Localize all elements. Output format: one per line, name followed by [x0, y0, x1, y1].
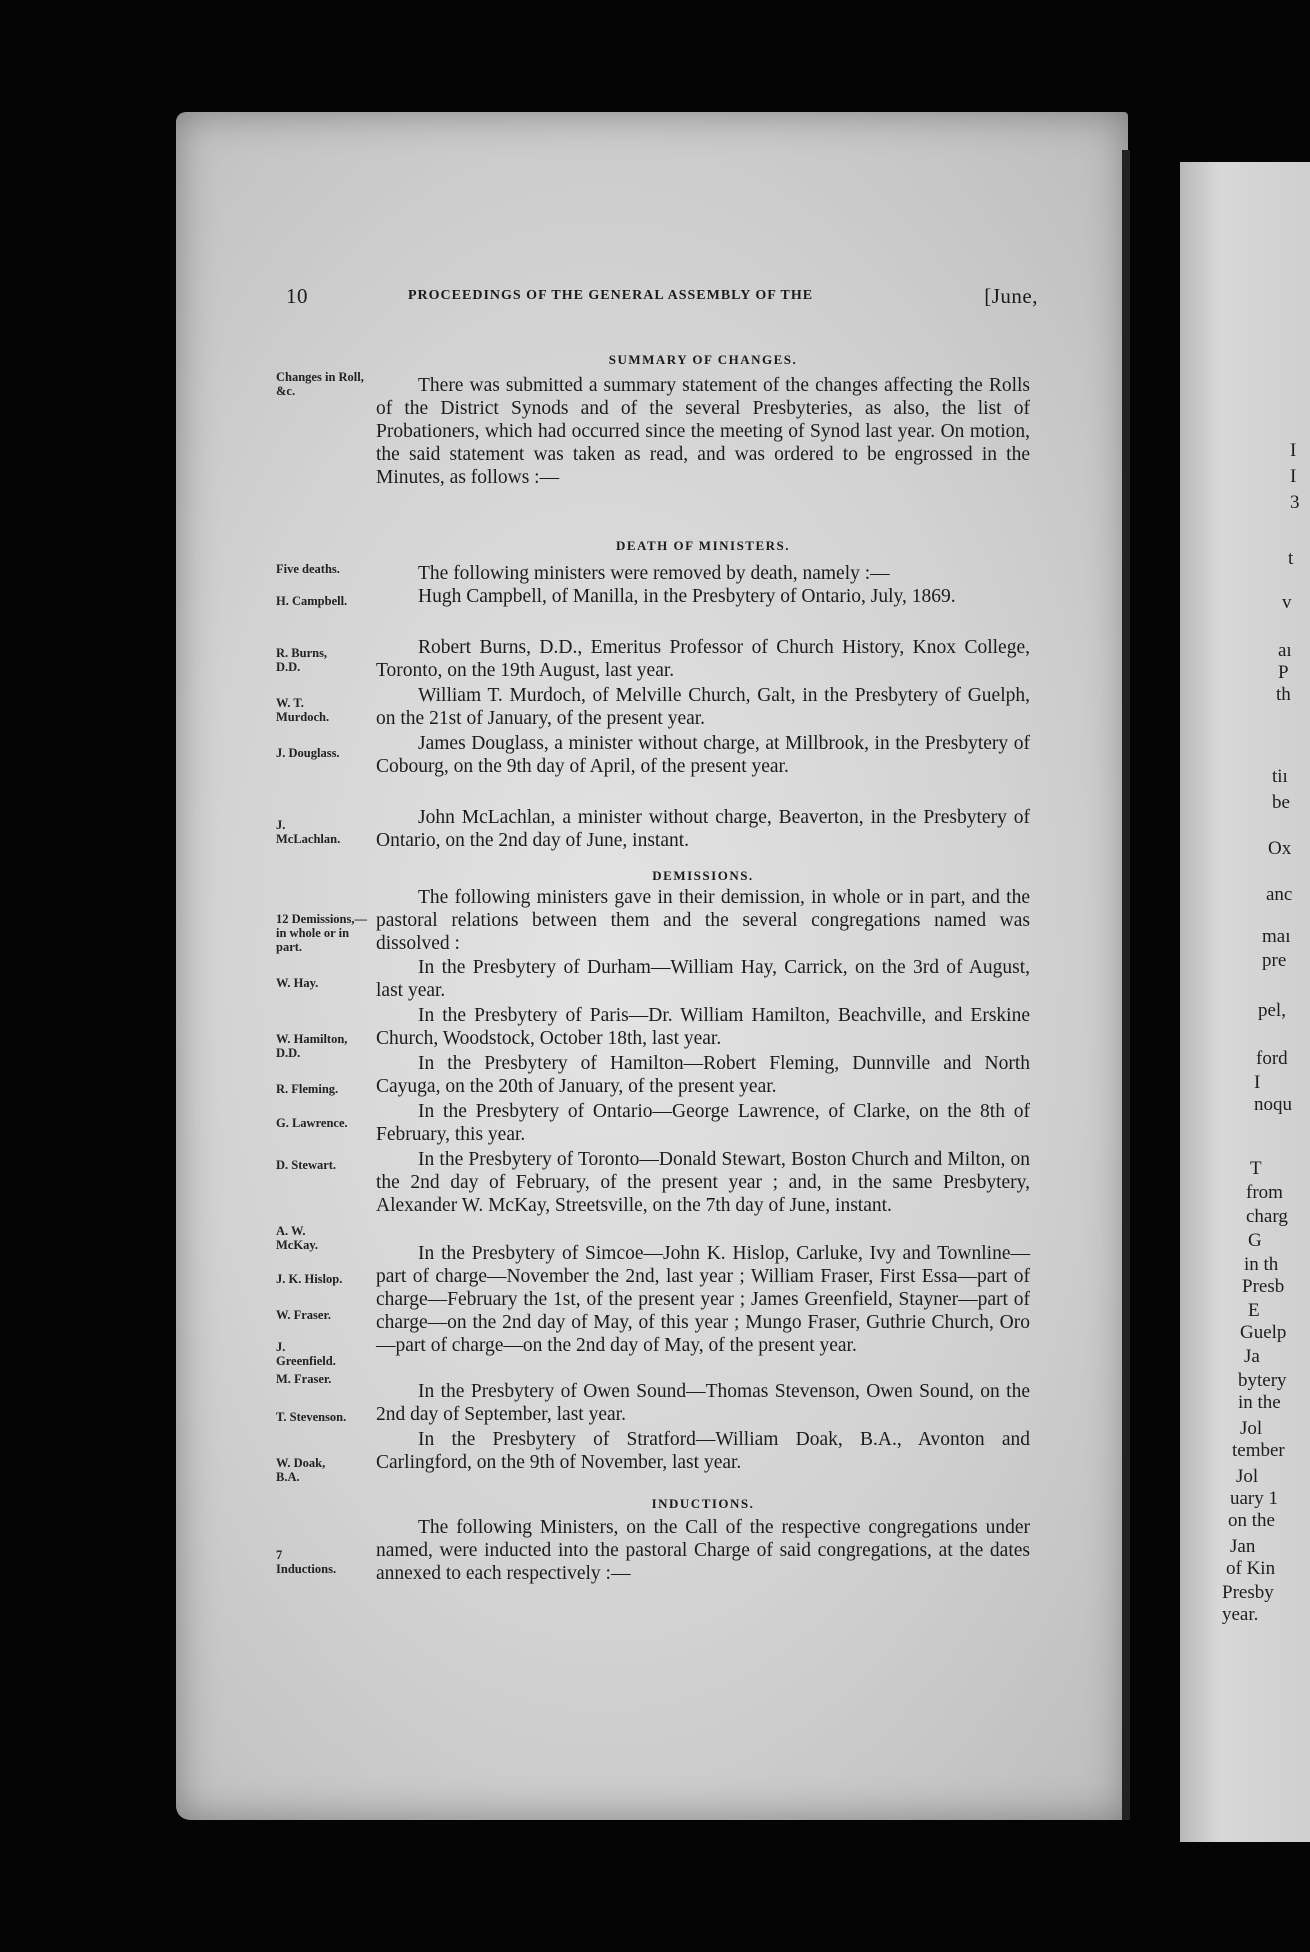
facing-fragment: Ox: [1268, 838, 1292, 859]
running-header: [286, 282, 1038, 312]
margin-note: R. Burns, D.D.: [276, 646, 328, 674]
facing-fragment: Presby: [1222, 1582, 1274, 1603]
facing-fragment: I: [1290, 440, 1297, 461]
paragraph-murdoch: William T. Murdoch, of Melville Church, Galt, in the Presbytery of Guelph, on the 21st of January, of the present year.: [376, 685, 1030, 729]
paragraph-douglass: James Douglass, a minister without charge, at Millbrook, in the Presbytery of Cobourg, on the 9th day of April, of the present year.: [376, 733, 1030, 777]
paragraph-durham: In the Presbytery of Durham—William Hay, Carrick, on the 3rd of August, last year.: [376, 957, 1030, 1001]
page-gutter: [1122, 150, 1130, 1820]
facing-fragment: anc: [1266, 884, 1293, 905]
paragraph-demissions-intro: The following ministers gave in their demission, in whole or in part, and the pastoral relations between them and the several congregations named was dissolved :: [376, 887, 1030, 954]
paragraph-mclachlan: John McLachlan, a minister without charge, Beaverton, in the Presbytery of Ontario, on the 2nd day of June, instant.: [376, 807, 1030, 851]
facing-fragment: 3: [1290, 492, 1300, 513]
facing-fragment: be: [1272, 792, 1290, 813]
margin-note: 7 Inductions.: [276, 1548, 337, 1576]
margin-note: A. W. McKay.: [276, 1224, 319, 1252]
facing-fragment: v: [1282, 592, 1292, 613]
section-heading-demissions: DEMISSIONS.: [652, 868, 754, 883]
facing-fragment: Guelp: [1240, 1322, 1287, 1343]
facing-fragment: uary 1: [1230, 1488, 1279, 1509]
facing-fragment: P: [1278, 662, 1289, 683]
page-number: 10: [286, 284, 308, 308]
facing-fragment: ford: [1256, 1048, 1288, 1069]
margin-note: J. K. Hislop.: [276, 1272, 343, 1286]
paragraph-stratford: In the Presbytery of Stratford—William Doak, B.A., Avonton and Carlingford, on the 9th of November, last year.: [376, 1429, 1030, 1473]
facing-fragment: noqu: [1254, 1094, 1292, 1115]
paragraph-deaths-intro: The following ministers were removed by death, namely :—: [418, 563, 890, 584]
paragraph-summary: There was submitted a summary statement of the changes affecting the Rolls of the District Synods and of the several Presbyteries, as also, the list of Probationers, which had occurred since the meeting of Synod last year. On motion, the said statement was taken as read, and was ordered to be engrossed in the Minutes, as follows :—: [376, 375, 1030, 488]
margin-note: J. Greenfield.: [276, 1340, 336, 1368]
facing-fragment: tiı: [1272, 766, 1288, 787]
header-month: [June,: [984, 284, 1038, 308]
facing-fragment: charg: [1246, 1206, 1288, 1227]
facing-fragment: from: [1246, 1182, 1283, 1203]
facing-fragment: t: [1288, 548, 1294, 569]
margin-note: G. Lawrence.: [276, 1116, 348, 1130]
facing-fragment: maı: [1262, 926, 1291, 947]
margin-note: Five deaths.: [276, 562, 340, 576]
facing-fragment: Presb: [1242, 1276, 1285, 1297]
margin-note: W. Hamilton, D.D.: [276, 1032, 348, 1060]
margin-note: T. Stevenson.: [276, 1410, 347, 1424]
facing-fragment: bytery: [1238, 1370, 1287, 1391]
paragraph-inductions-intro: The following Ministers, on the Call of the respective congregations under named, were inducted into the pastoral Charge of said congregations, at the dates annexed to each respectively :—: [376, 1517, 1030, 1584]
facing-fragment: in the: [1238, 1392, 1281, 1413]
paragraph-hamilton: In the Presbytery of Hamilton—Robert Fleming, Dunnville and North Cayuga, on the 20th of January, of the present year.: [376, 1053, 1030, 1097]
facing-fragment: Ja: [1244, 1346, 1260, 1367]
facing-fragment: year.: [1222, 1604, 1259, 1625]
paragraph-ontario: In the Presbytery of Ontario—George Lawrence, of Clarke, on the 8th of February, this year.: [376, 1101, 1030, 1145]
facing-fragment: G: [1248, 1230, 1262, 1251]
margin-note: M. Fraser.: [276, 1372, 332, 1386]
section-heading-summary: SUMMARY OF CHANGES.: [608, 352, 798, 367]
facing-fragment: Jan: [1230, 1536, 1256, 1557]
margin-note: W. Hay.: [276, 976, 319, 990]
paragraph-toronto: In the Presbytery of Toronto—Donald Stewart, Boston Church and Milton, on the 2nd day of February, of the present year ; and, in the same Presbytery, Alexander W. McKay, Streetsville, on the 7th day of June, instant.: [376, 1149, 1030, 1216]
running-title: PROCEEDINGS OF THE GENERAL ASSEMBLY OF THE: [408, 288, 814, 303]
facing-fragment: tember: [1232, 1440, 1285, 1461]
section-heading-inductions: INDUCTIONS.: [651, 1496, 755, 1511]
facing-fragment: I: [1254, 1072, 1261, 1093]
paragraph-campbell: Hugh Campbell, of Manilla, in the Presbytery of Ontario, July, 1869.: [418, 586, 956, 607]
facing-fragment: aı: [1278, 640, 1292, 661]
paragraph-paris: In the Presbytery of Paris—Dr. William Hamilton, Beachville, and Erskine Church, Woodstock, October 18th, last year.: [376, 1005, 1030, 1049]
margin-note: R. Fleming.: [276, 1082, 339, 1096]
facing-fragment: Jol: [1240, 1418, 1263, 1439]
margin-note: W. Doak, B.A.: [276, 1456, 326, 1484]
margin-note: D. Stewart.: [276, 1158, 337, 1172]
facing-fragment: on the: [1228, 1510, 1275, 1531]
paragraph-burns: Robert Burns, D.D., Emeritus Professor of Church History, Knox College, Toronto, on the 19th August, last year.: [376, 637, 1030, 681]
facing-fragment: pel,: [1258, 1000, 1286, 1021]
paragraph-owen-sound: In the Presbytery of Owen Sound—Thomas Stevenson, Owen Sound, on the 2nd day of September, last year.: [376, 1381, 1030, 1425]
facing-fragment: th: [1276, 684, 1291, 705]
margin-note: J. Douglass.: [276, 746, 340, 760]
section-heading-deaths: DEATH OF MINISTERS.: [615, 538, 791, 553]
facing-fragment: I: [1290, 466, 1297, 487]
facing-fragment: E: [1248, 1300, 1260, 1321]
margin-note: W. T. Murdoch.: [276, 696, 330, 724]
margin-note: J. McLachlan.: [276, 818, 341, 846]
facing-fragment: Jol: [1236, 1466, 1259, 1487]
facing-fragment: pre: [1262, 950, 1287, 971]
facing-fragment: T: [1250, 1158, 1262, 1179]
facing-fragment: in th: [1244, 1254, 1279, 1275]
paragraph-simcoe: In the Presbytery of Simcoe—John K. Hislop, Carluke, Ivy and Townline—part of charge—November the 2nd, last year ; William Fraser, First Essa—part of charge—February the 1st, of the present year ; James Greenfield, Stayner—part of charge—on the 2nd day of May, of this year ; Mungo Fraser, Guthrie Church, Oro—part of charge—on the 2nd day of May, of the present year.: [376, 1243, 1030, 1356]
margin-note: 12 Demissions,—in whole or in part.: [276, 912, 367, 954]
margin-note: W. Fraser.: [276, 1308, 331, 1322]
margin-note: Changes in Roll, &c.: [276, 370, 364, 398]
margin-note: H. Campbell.: [276, 594, 348, 608]
facing-fragment: of Kin: [1226, 1558, 1276, 1579]
